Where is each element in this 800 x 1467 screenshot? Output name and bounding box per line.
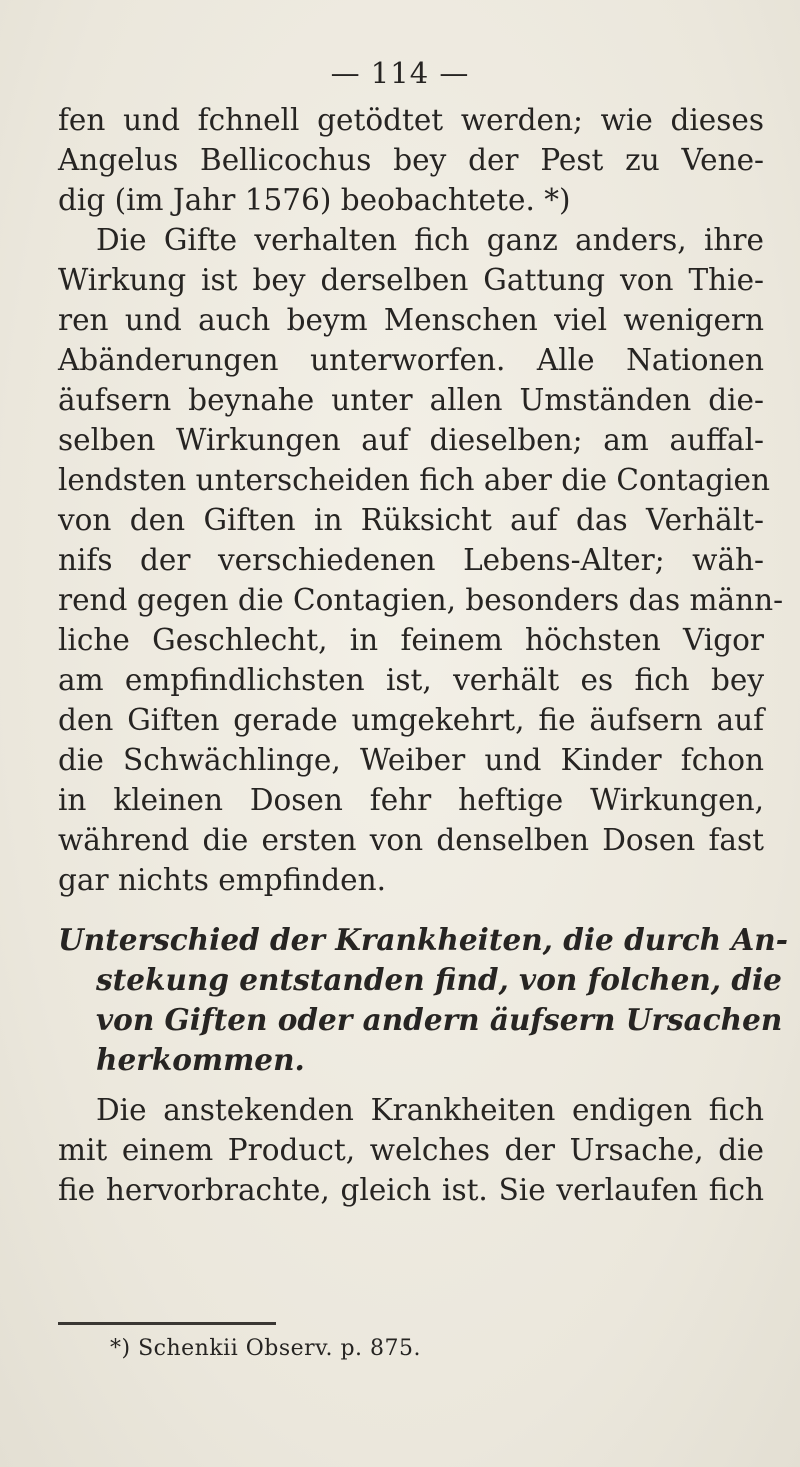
text-line: von den Giften in Rüksicht auf das Verhält- (58, 503, 764, 537)
footnote: *) Schenkii Observ. p. 875. (110, 1336, 422, 1361)
text-line: fie hervorbrachte, gleich ist. Sie verlaufen fich (58, 1173, 764, 1207)
text-line: rend gegen die Contagien, besonders das männ- (58, 583, 784, 617)
text-line: am empfindlichsten ist, verhält es fich bey (58, 663, 764, 697)
text-line: nifs der verschiedenen Lebens-Alter; wäh- (58, 543, 764, 577)
text-line: Die Gifte verhalten fich ganz anders, ihre (96, 223, 764, 257)
text-line: dig (im Jahr 1576) beobachtete. *) (58, 183, 571, 217)
text-line: den Giften gerade umgekehrt, fie äufsern auf (58, 703, 764, 737)
text-line: Abänderungen unterworfen. Alle Nationen (58, 343, 764, 377)
section-heading-line: herkommen. (96, 1042, 305, 1077)
text-line: Wirkung ist bey derselben Gattung von Thie- (58, 263, 764, 297)
text-line: äufsern beynahe unter allen Umständen die- (58, 383, 764, 417)
text-line: mit einem Product, welches der Ursache, die (58, 1133, 764, 1167)
text-line: in kleinen Dosen fehr heftige Wirkungen, (58, 783, 764, 817)
footnote-divider (58, 1322, 276, 1325)
text-line: die Schwächlinge, Weiber und Kinder fchon (58, 743, 764, 777)
text-line: Die anstekenden Krankheiten endigen fich (96, 1093, 764, 1127)
section-heading-line: Unterschied der Krankheiten, die durch An- (58, 922, 788, 957)
page-number: — 114 — (330, 56, 470, 90)
text-line: Angelus Bellicochus bey der Pest zu Vene- (58, 143, 764, 177)
text-line: gar nichts empfinden. (58, 863, 386, 897)
text-line: selben Wirkungen auf dieselben; am auffal- (58, 423, 764, 457)
text-line: während die ersten von denselben Dosen fast (58, 823, 764, 857)
text-line: ren und auch beym Menschen viel wenigern (58, 303, 764, 337)
section-heading-line: stekung entstanden find, von folchen, die (96, 962, 782, 997)
text-line: lendsten unterscheiden fich aber die Contagien (58, 463, 770, 497)
text-line: liche Geschlecht, in feinem höchsten Vigor (58, 623, 764, 657)
text-line: fen und fchnell getödtet werden; wie dieses (58, 103, 764, 137)
section-heading-line: von Giften oder andern äufsern Ursachen (96, 1002, 783, 1037)
